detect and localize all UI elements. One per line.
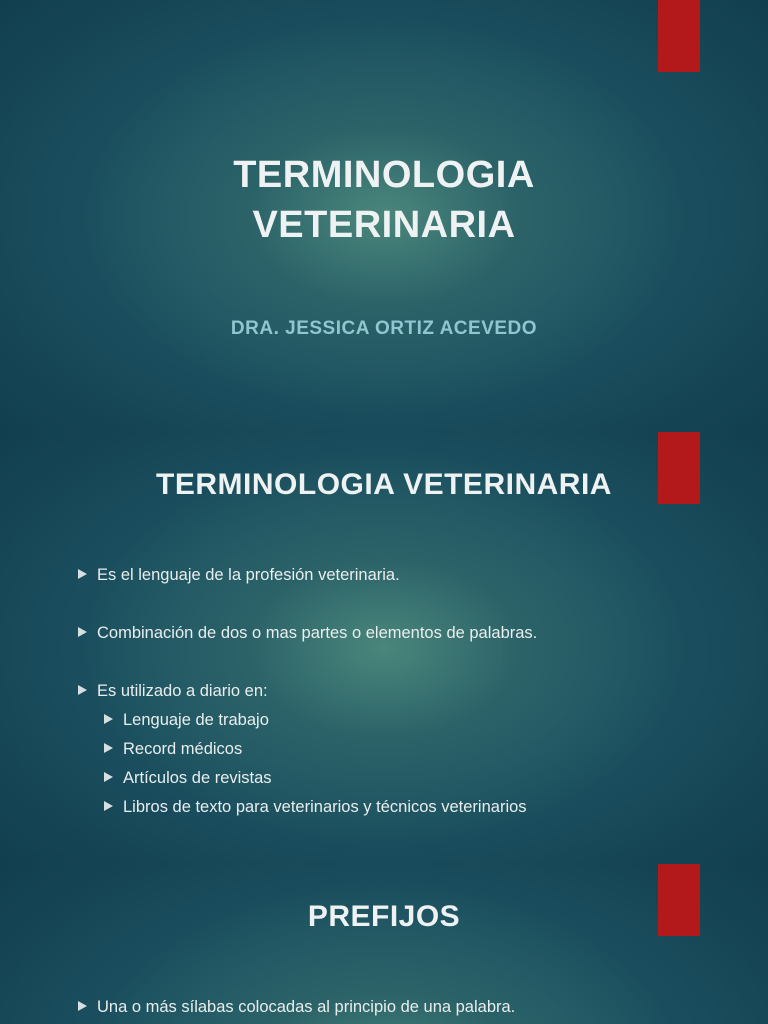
bullet-item [78, 680, 728, 702]
sub-bullet-item [104, 709, 728, 731]
slide-title-heading: TERMINOLOGIA VETERINARIA [233, 154, 535, 246]
bullet-arrow-icon [78, 627, 87, 637]
bullet-arrow-icon [78, 685, 87, 695]
bullet-text: Combinación de dos o mas partes o elementos de palabras. [97, 624, 538, 642]
slide-prefijos [0, 864, 768, 1024]
sub-bullet-text: Artículos de revistas [123, 769, 272, 787]
sub-bullet-text: Libros de texto para veterinarios y técnicos veterinarios [123, 798, 527, 816]
bullet-arrow-icon [104, 743, 113, 753]
bullet-arrow-icon [104, 772, 113, 782]
author-subtitle: DRA. JESSICA ORTIZ ACEVEDO [230, 318, 538, 339]
sub-bullet-item [104, 738, 728, 760]
bullet-arrow-icon [104, 714, 113, 724]
slide-heading: PREFIJOS [307, 900, 461, 933]
bullet-item [78, 622, 728, 644]
bullet-list [78, 564, 728, 825]
bullet-arrow-icon [78, 569, 87, 579]
sub-bullet-text: Lenguaje de trabajo [123, 711, 269, 729]
sub-bullet-text: Record médicos [123, 740, 243, 758]
slide-title [0, 0, 768, 432]
bullet-text: Una o más sílabas colocadas al principio de una palabra. [97, 998, 516, 1016]
red-accent-bar [658, 0, 700, 72]
sub-bullet-item [104, 796, 728, 818]
slide-heading: TERMINOLOGIA VETERINARIA [156, 468, 612, 501]
bullet-arrow-icon [78, 1001, 87, 1011]
bullet-list [78, 996, 728, 1024]
bullet-text: Es el lenguaje de la profesión veterinaria. [97, 566, 400, 584]
slide-terminologia [0, 432, 768, 864]
bullet-arrow-icon [104, 801, 113, 811]
bullet-item [78, 564, 728, 586]
bullet-text: Es utilizado a diario en: [97, 682, 268, 700]
bullet-item [78, 996, 728, 1018]
sub-bullet-item [104, 767, 728, 789]
